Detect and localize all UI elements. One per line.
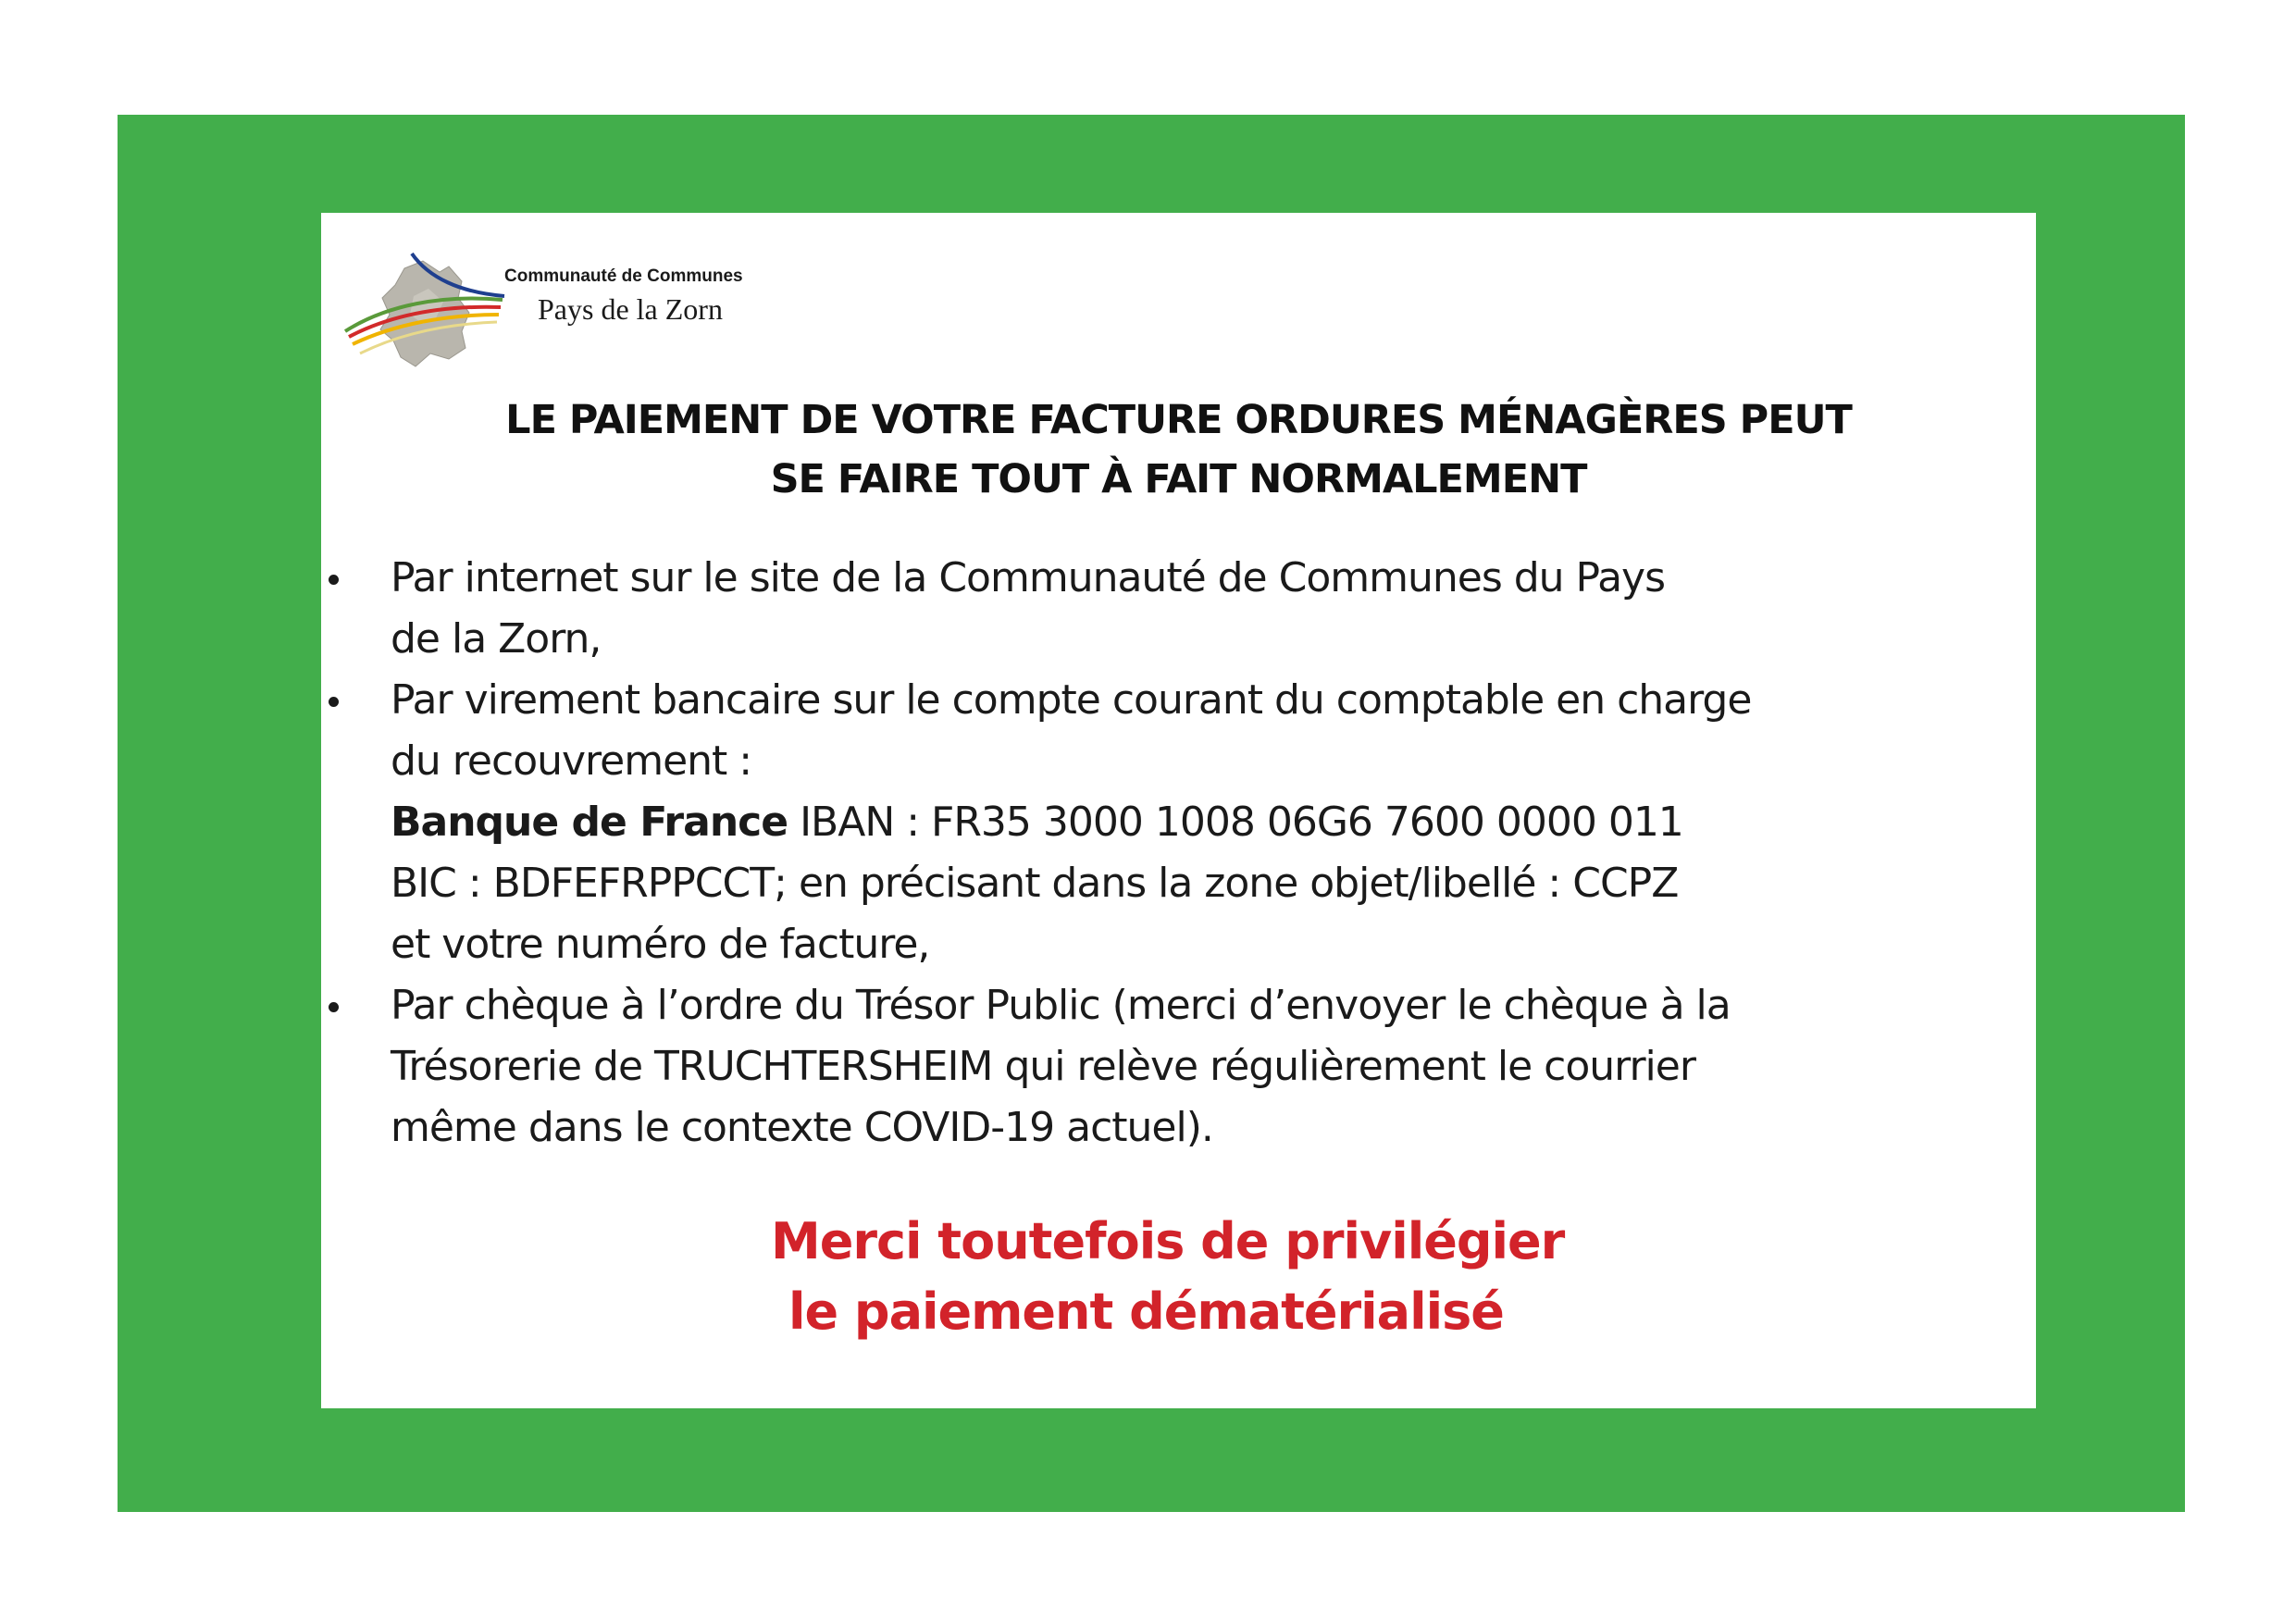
- closing-line-2: le paiement dématérialisé: [788, 1282, 1504, 1341]
- list-item-text: Par internet sur le site de la Communauté de Communes du Pays: [391, 554, 1666, 601]
- bank-label: Banque de France: [391, 799, 788, 846]
- list-item-text: même dans le contexte COVID-19 actuel).: [391, 1104, 1213, 1151]
- bullet-icon: [329, 575, 339, 585]
- payment-methods-list: [321, 548, 2036, 1158]
- logo-name-line: Pays de la Zorn: [538, 292, 723, 326]
- bullet-icon: [329, 697, 339, 707]
- list-item-internet: [321, 548, 2036, 670]
- logo: [340, 241, 821, 379]
- headline: [321, 390, 2036, 509]
- iban-text: IBAN : FR35 3000 1008 06G6 7600 0000 011: [800, 799, 1683, 846]
- headline-line-1: LE PAIEMENT DE VOTRE FACTURE ORDURES MÉNAGÈRES PEUT: [505, 397, 1852, 443]
- list-item-text: Par virement bancaire sur le compte courant du comptable en charge: [391, 676, 1752, 724]
- list-item-transfer: [321, 670, 2036, 975]
- logo-organization-line: Communauté de Communes: [504, 266, 743, 286]
- list-item-text: Trésorerie de TRUCHTERSHEIM qui relève régulièrement le courrier: [391, 1043, 1695, 1090]
- list-item-text: de la Zorn,: [391, 615, 602, 663]
- bullet-icon: [329, 1002, 339, 1012]
- headline-line-2: SE FAIRE TOUT À FAIT NORMALEMENT: [770, 456, 1587, 502]
- list-item-text: Par chèque à l’ordre du Trésor Public (merci d’envoyer le chèque à la: [391, 982, 1731, 1029]
- bank-details-line: [391, 792, 2036, 853]
- bic-continuation-text: et votre numéro de facture,: [391, 921, 930, 968]
- pays-de-la-zorn-map-icon: [340, 241, 506, 379]
- closing-message: [321, 1207, 2036, 1347]
- closing-line-1: Merci toutefois de privilégier: [771, 1212, 1565, 1270]
- list-item-text: du recouvrement :: [391, 737, 752, 785]
- notice-panel: [321, 213, 2036, 1408]
- bic-text: BIC : BDFEFRPPCCT; en précisant dans la zone objet/libellé : CCPZ: [391, 860, 1679, 907]
- green-frame: [118, 115, 2185, 1512]
- list-item-cheque: [321, 975, 2036, 1158]
